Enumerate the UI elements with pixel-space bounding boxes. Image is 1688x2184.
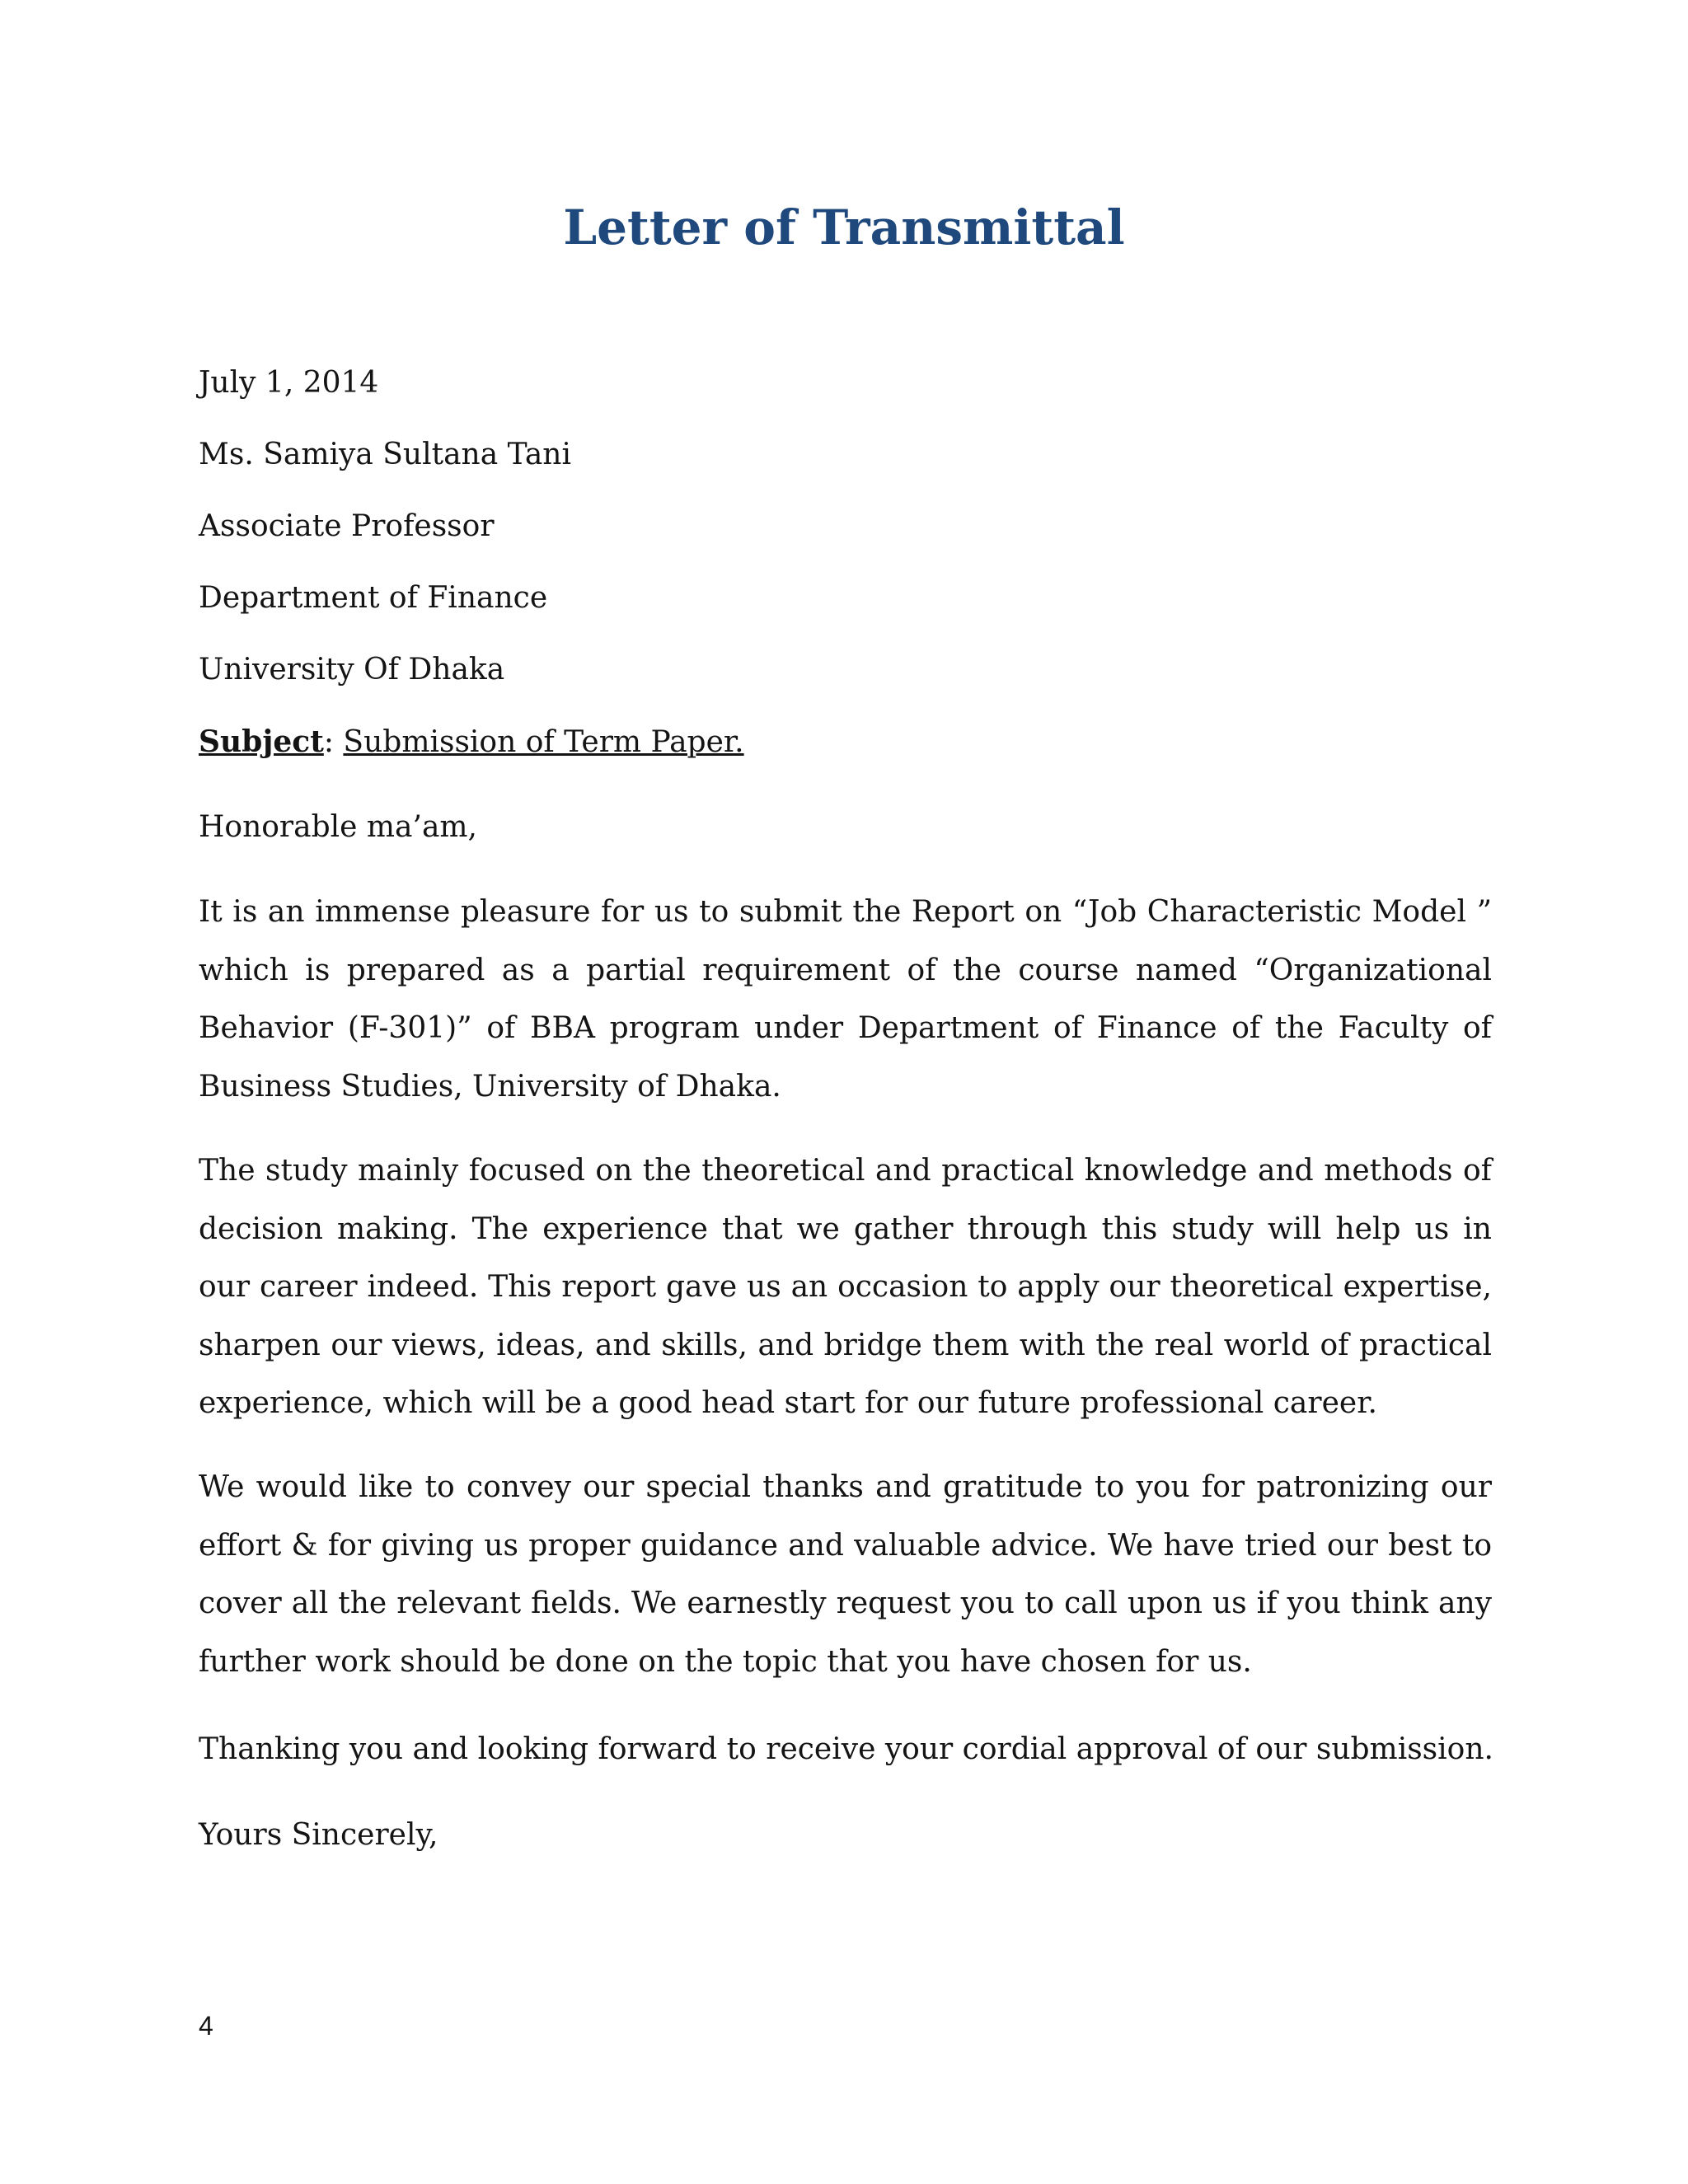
subject-label: Subject	[199, 724, 324, 759]
recipient-institution: University Of Dhaka	[199, 653, 505, 687]
body-paragraph-2: The study mainly focused on the theoretical and practical knowledge and methods of decision making. The experience that we gather through this study will help us in our career indeed. This report gave us an occasion to apply our theoretical expertise, sharpen our views, ideas, and skills, and bridge them with the real world of practical experience, which will be a good head start for our future professional career.	[199, 1154, 1492, 1420]
body-paragraph-3: We would like to convey our special thanks and gratitude to you for patronizing our effort & for giving us proper guidance and valuable advice. We have tried our best to cover all the relevant fields. We earnestly request you to call upon us if you think any further work should be done on the topic that you have chosen for us.	[199, 1470, 1492, 1679]
subject-line	[199, 721, 744, 763]
document-title: Letter of Transmittal	[563, 199, 1125, 255]
page-number: 4	[199, 2011, 213, 2041]
body-paragraph-1: It is an immense pleasure for us to submit the Report on “Job Characteristic Model ” which is prepared as a partial requirement of the course named “Organizational Behavior (F-301)” of BBA program under Department of Finance of the Faculty of Business Studies, University of Dhaka.	[199, 895, 1492, 1104]
closing-line: Thanking you and looking forward to receive your cordial approval of our submission.	[199, 1732, 1493, 1766]
recipient-name: Ms. Samiya Sultana Tani	[199, 438, 572, 471]
letter-date: July 1, 2014	[199, 366, 379, 400]
signoff: Yours Sincerely,	[199, 1818, 438, 1852]
recipient-department: Department of Finance	[199, 581, 548, 615]
salutation: Honorable ma’am,	[199, 810, 477, 844]
subject-text: Submission of Term Paper.	[343, 725, 744, 759]
recipient-position: Associate Professor	[199, 509, 495, 543]
subject-separator: :	[323, 725, 334, 759]
